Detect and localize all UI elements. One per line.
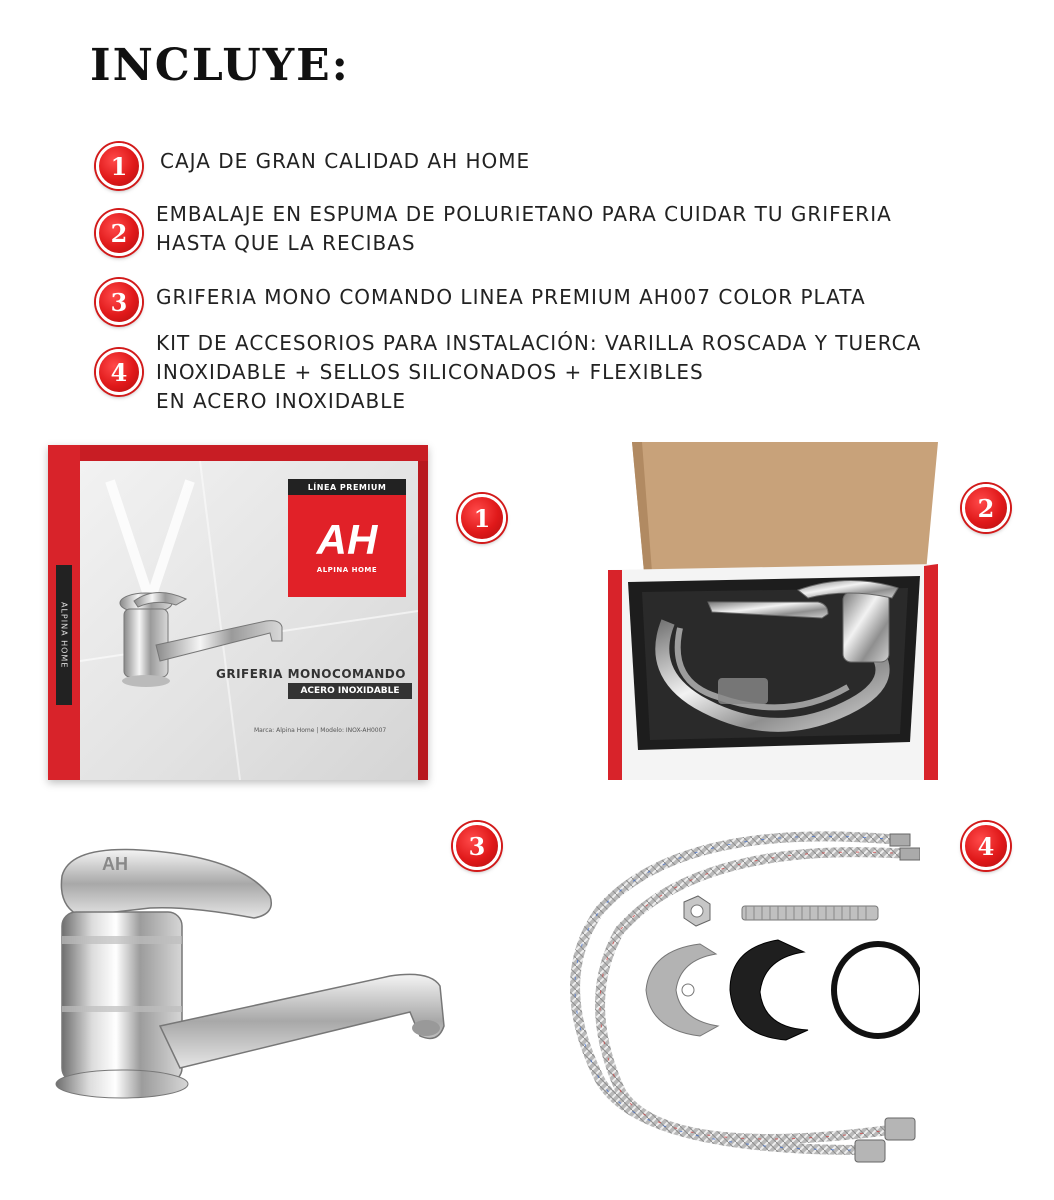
ah-logo-subtitle: ALPINA HOME [316, 566, 378, 574]
box-right-stripe [418, 461, 428, 780]
box-heading: GRIFERIA MONOCOMANDO [216, 667, 406, 681]
faucet-logo: AH [102, 854, 128, 874]
open-box-illustration [608, 442, 938, 782]
item-2-text: EMBALAJE EN ESPUMA DE POLURIETANO PARA CUIDAR TU GRIFERIA HASTA QUE LA RECIBAS [156, 202, 892, 255]
item-3-number-badge: 3 [96, 279, 142, 325]
box-faucet-illustration [116, 575, 296, 705]
photo-2-number-badge: 2 [962, 484, 1010, 532]
item-3-text: GRIFERIA MONO COMANDO LINEA PREMIUM AH007 COLOR PLATA [156, 285, 866, 309]
box-meta: Marca: Alpina Home | Modelo: INOX-AH0007 [254, 727, 387, 734]
photo-4-number-badge: 4 [962, 822, 1010, 870]
accessories-kit-photo [560, 830, 920, 1180]
ah-logo [288, 495, 406, 597]
product-box-photo [48, 445, 428, 780]
photo-1-number-badge: 1 [458, 494, 506, 542]
box-side-stripe [48, 445, 80, 780]
photo-3-number-badge: 3 [453, 822, 501, 870]
ah-logo-letters: AH [316, 516, 378, 563]
item-4-number-badge: 4 [96, 349, 142, 395]
box-top-stripe [80, 445, 428, 461]
faucet-photo [40, 836, 460, 1126]
item-1-text: CAJA DE GRAN CALIDAD AH HOME [160, 149, 531, 173]
page-title: INCLUYE: [90, 40, 350, 91]
open-box-photo [608, 442, 938, 782]
box-side-label: ALPINA HOME [56, 565, 72, 705]
item-4-text: KIT DE ACCESORIOS PARA INSTALACIÓN: VARILLA ROSCADA Y TUERCA INOXIDABLE + SELLOS SILICONADOS + FLEXIBLES EN ACERO INOXIDABLE [156, 331, 922, 413]
line-premium-label: LÍNEA PREMIUM [288, 479, 406, 495]
item-1-number-badge: 1 [96, 143, 142, 189]
item-2-number-badge: 2 [96, 210, 142, 256]
box-subheading: ACERO INOXIDABLE [288, 683, 412, 699]
